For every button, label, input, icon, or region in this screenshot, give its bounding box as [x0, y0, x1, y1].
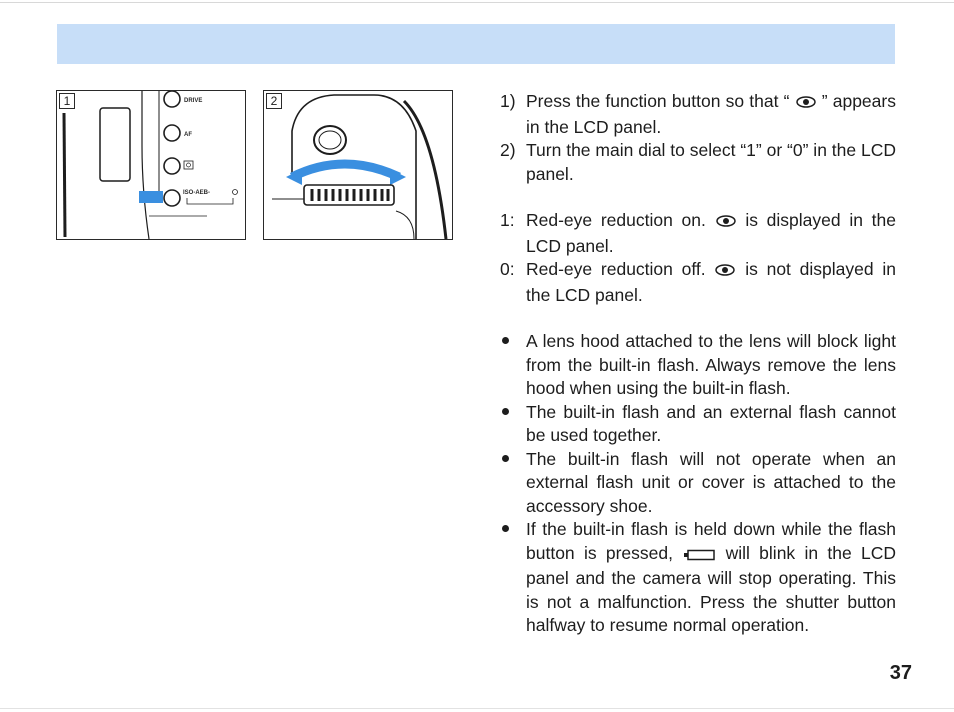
note-2	[500, 401, 896, 448]
redeye-small-icon	[233, 190, 238, 195]
note-text: The built-in flash and an external flash cannot be used together.	[526, 401, 896, 445]
header-band	[57, 24, 895, 64]
figure-number-2: 2	[266, 93, 282, 109]
lcd-window	[100, 108, 130, 181]
bullet-icon	[502, 408, 509, 415]
camera-side-edge	[404, 101, 446, 239]
option-text: Red-eye reduction off.	[526, 259, 706, 279]
figure-2-illustration	[264, 91, 452, 239]
step-1	[500, 90, 896, 139]
af-label: AF	[184, 132, 192, 138]
option-text: Red-eye reduction on.	[526, 210, 706, 230]
figure-1-camera-buttons	[56, 90, 246, 240]
battery-icon	[682, 544, 716, 568]
bullet-icon	[502, 337, 509, 344]
step-marker: 2)	[500, 140, 516, 160]
option-text-end: is not displayed in the LCD panel.	[526, 259, 896, 305]
option-marker: 1:	[500, 210, 515, 230]
option-off	[500, 258, 896, 307]
note-text-end: will blink in the LCD panel and the camera will stop operating. This is not a malfunction. Press the shutter button halfway to resume normal operation.	[526, 542, 896, 635]
highlight-arrow	[139, 191, 163, 203]
figure-number-1: 1	[59, 93, 75, 109]
note-text: The built-in flash will not operate when an external flash unit or cover is attached to the accessory shoe.	[526, 448, 896, 516]
figure-1-illustration	[57, 91, 245, 239]
drive-button	[164, 91, 180, 107]
step-marker: 1)	[500, 91, 516, 111]
bullet-icon	[502, 525, 509, 532]
step-text: Press the function button so that “	[526, 91, 790, 111]
function-button	[164, 190, 180, 206]
option-marker: 0:	[500, 259, 515, 279]
red-eye-icon	[795, 92, 817, 116]
function-bracket	[187, 198, 233, 204]
af-button	[164, 125, 180, 141]
page-number: 37	[889, 662, 912, 684]
note-1	[500, 330, 896, 401]
option-on	[500, 209, 896, 258]
note-3	[500, 448, 896, 519]
figure-2-main-dial	[263, 90, 453, 240]
note-4	[500, 518, 896, 638]
iso-aeb-label: ISO-AEB-	[183, 190, 210, 196]
metering-symbol-icon	[184, 161, 193, 169]
camera-edge-line	[64, 113, 65, 237]
bullet-icon	[502, 455, 509, 462]
metering-button	[164, 158, 180, 174]
top-rule	[0, 2, 954, 3]
instructions-text	[500, 90, 896, 638]
body-contour	[142, 91, 149, 239]
step-2	[500, 139, 896, 186]
red-eye-icon	[714, 260, 736, 284]
step-text-end: ” appears in the LCD panel.	[526, 91, 896, 137]
rotation-arrow-head-right	[390, 169, 406, 185]
rotation-arrow	[292, 164, 399, 177]
step-text: Turn the main dial to select “1” or “0” in the LCD panel.	[526, 140, 896, 184]
drive-label: DRIVE	[184, 98, 203, 104]
note-text: If the built-in flash is held down while the flash button is pressed,	[526, 519, 896, 563]
red-eye-icon	[715, 211, 737, 235]
option-text-end: is displayed in the LCD panel.	[526, 210, 896, 256]
note-text: A lens hood attached to the lens will block light from the built-in flash. Always remove the lens hood when using the built-in flash.	[526, 331, 896, 398]
bottom-rule	[0, 708, 954, 709]
